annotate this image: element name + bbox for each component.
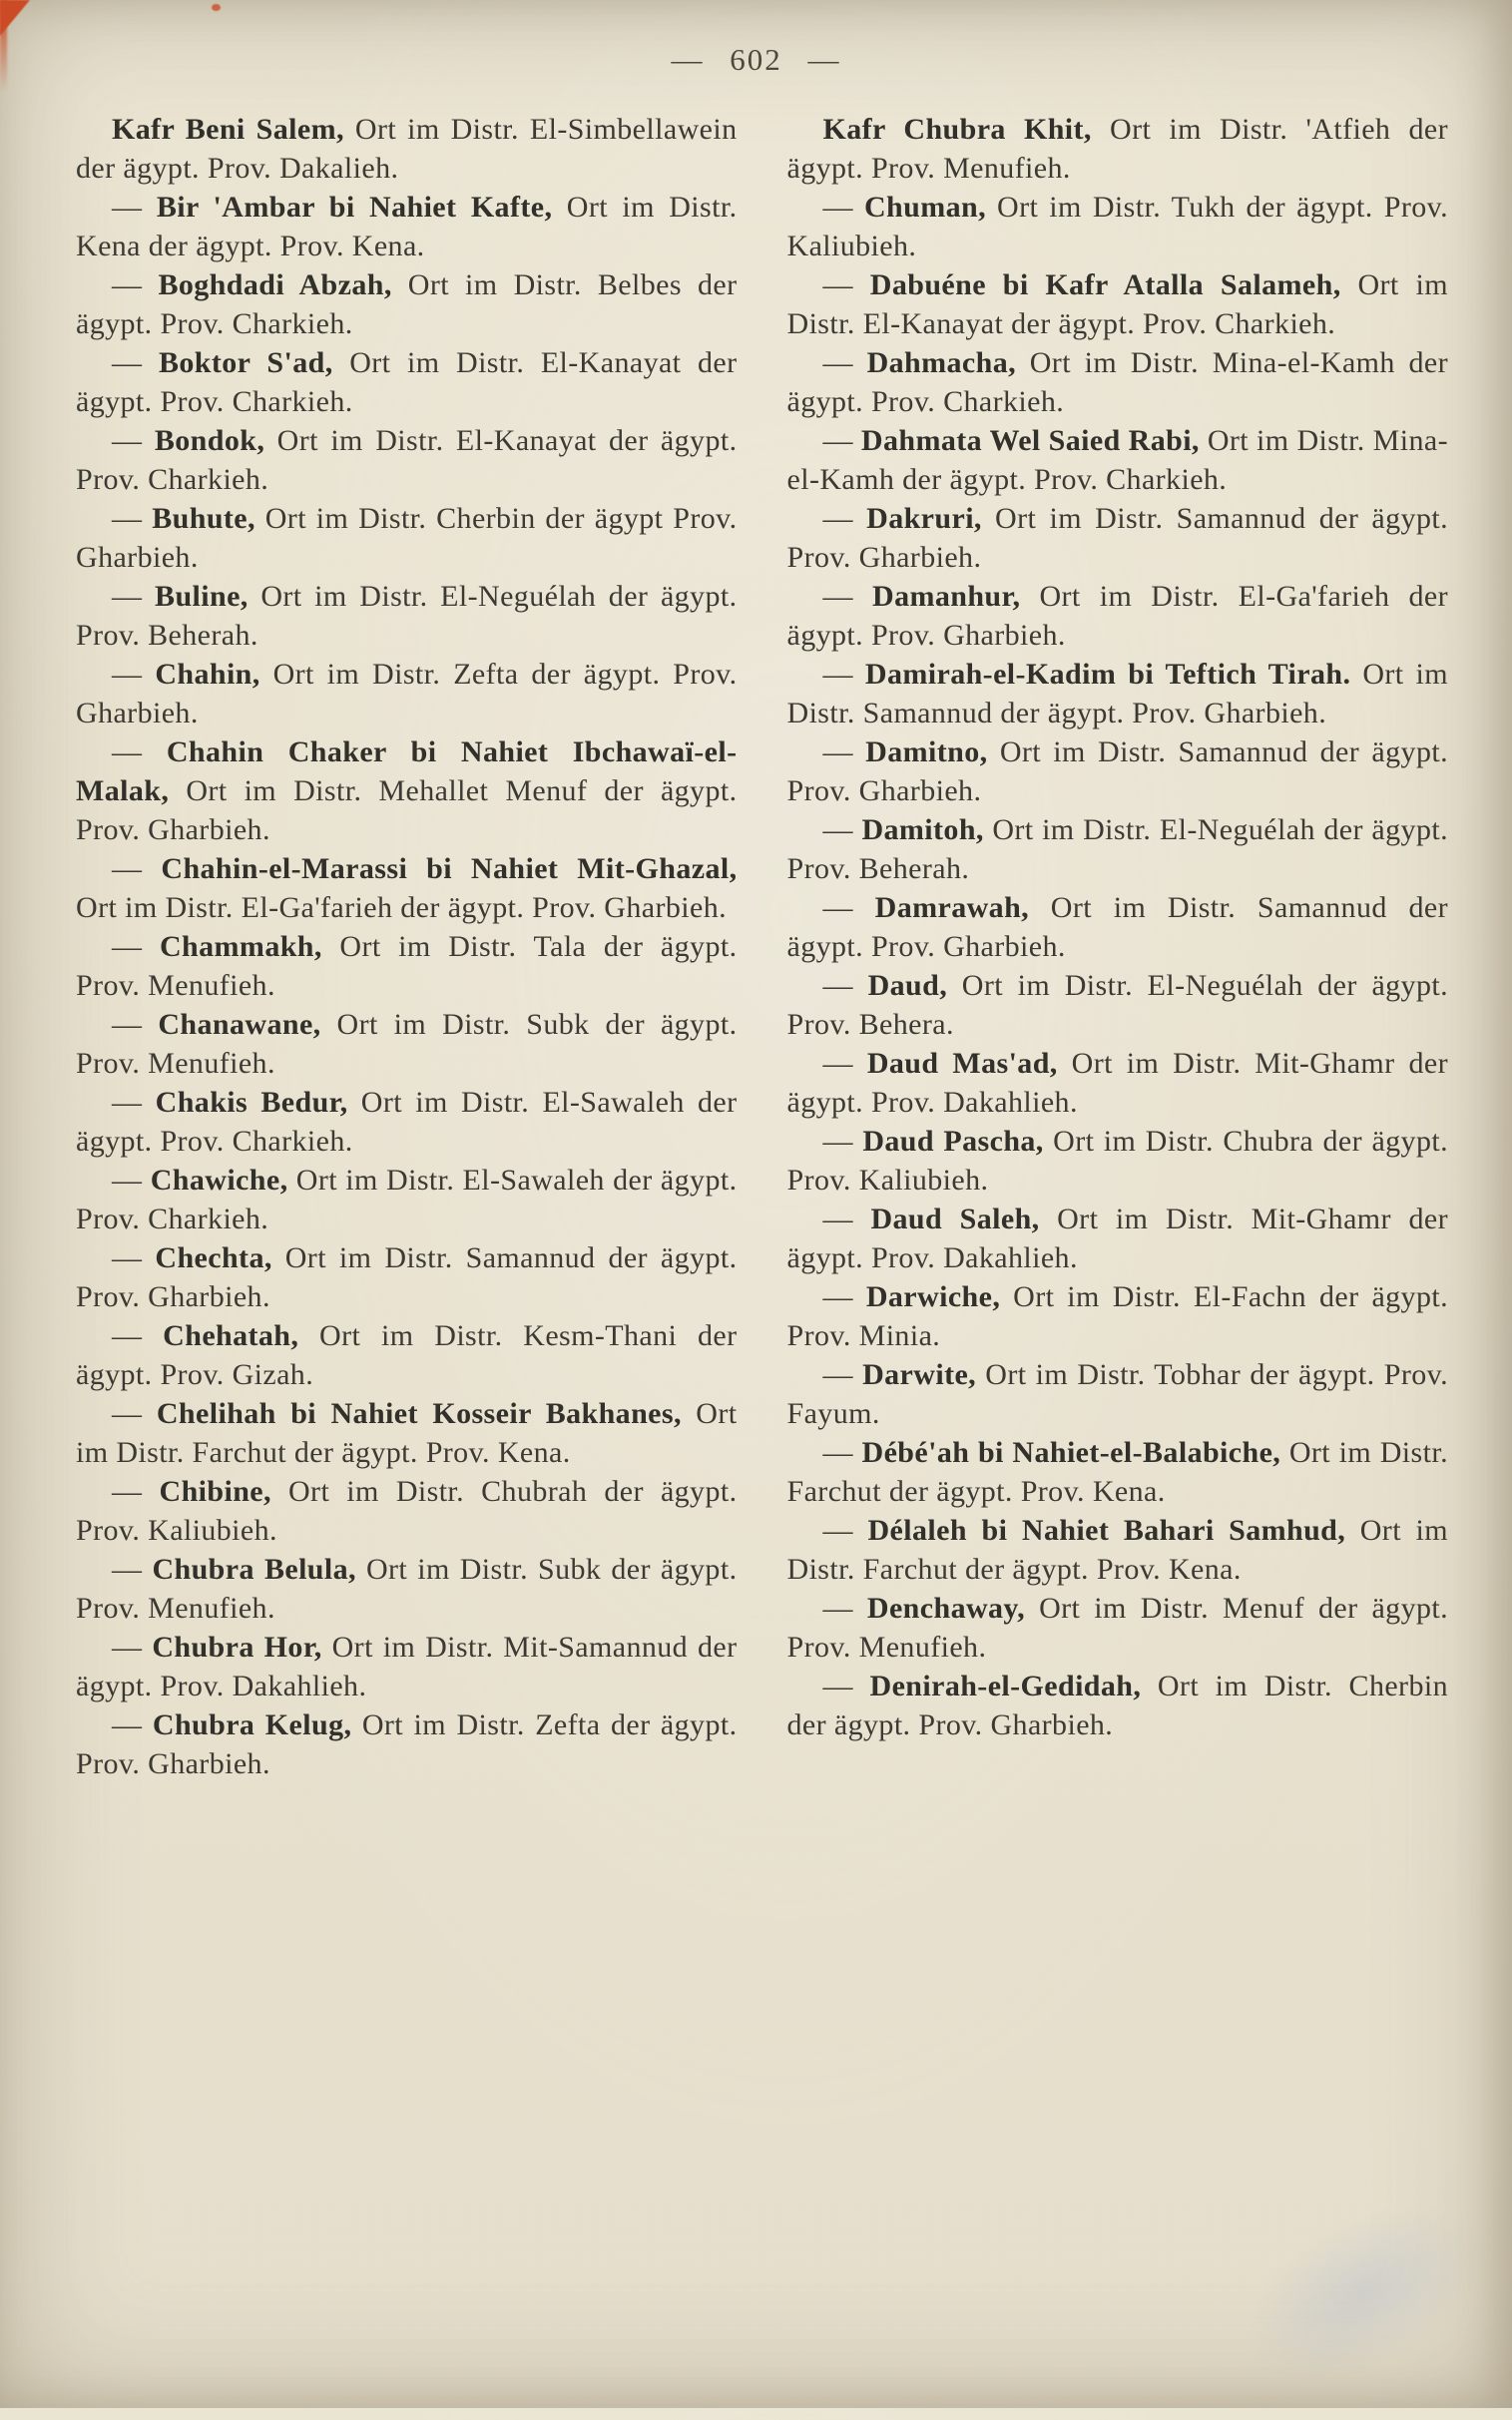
gazetteer-entry <box>76 1083 738 1161</box>
entry-description: Ort im Distr. El-Neguélah der ägypt. Prov. Beherah. <box>786 813 1448 885</box>
entry-description: Ort im Distr. Mehallet Menuf der ägypt. Prov. Gharbieh. <box>76 774 738 846</box>
entry-description: Ort im Distr. Kena der ägypt. Prov. Kena. <box>76 191 738 262</box>
gazetteer-entry <box>76 1628 738 1705</box>
entry-place-name: Denchaway, <box>866 1592 1026 1625</box>
entry-place-name: Kafr Beni Salem, <box>112 113 344 146</box>
gazetteer-entry <box>787 188 1449 265</box>
entry-place-name: Chubra Kelug, <box>152 1708 352 1741</box>
entry-dash: — <box>822 813 862 846</box>
entry-description: Ort im Distr. Mina-el-Kamh der ägypt. Prov. Charkieh. <box>786 346 1448 418</box>
entry-dash: — <box>822 1358 863 1391</box>
entry-dash: — <box>822 424 861 457</box>
gazetteer-entry <box>76 188 738 265</box>
entry-description: Ort im Distr. Samannud der ägypt. Prov. Gharbieh. <box>786 891 1448 963</box>
entry-description: Ort im Distr. El-Fachn der ägypt. Prov. Minia. <box>786 1280 1448 1352</box>
entry-place-name: Daud Mas'ad, <box>866 1047 1058 1080</box>
entry-place-name: Chubra Hor, <box>152 1631 322 1664</box>
entry-place-name: Chahin Chaker bi Nahiet Ibchawaï-el-Malak, <box>76 735 738 807</box>
entry-description: Ort im Distr. Subk der ägypt. Prov. Menufieh. <box>76 1008 738 1080</box>
entry-dash: — <box>822 1047 867 1080</box>
entry-place-name: Chakis Bedur, <box>155 1086 348 1119</box>
entry-dash: — <box>112 735 167 768</box>
blue-smudge <box>1215 2167 1512 2420</box>
gazetteer-entry <box>787 1511 1449 1589</box>
gazetteer-entry <box>787 810 1449 888</box>
gazetteer-entry <box>787 1355 1449 1433</box>
entry-place-name: Damitno, <box>865 735 988 768</box>
entry-description: Ort im Distr. El-Neguélah der ägypt. Prov. Behera. <box>786 969 1448 1041</box>
entry-description: Ort im Distr. El-Sawaleh der ägypt. Prov. Charkieh. <box>76 1086 738 1158</box>
entry-dash: — <box>822 191 864 224</box>
entry-dash: — <box>822 1514 868 1547</box>
gazetteer-entry <box>76 421 738 499</box>
entry-description: Ort im Distr. El-Kanayat der ägypt. Prov. Charkieh. <box>76 346 738 418</box>
entry-dash: — <box>822 1592 867 1625</box>
entry-place-name: Boktor S'ad, <box>158 346 333 379</box>
gazetteer-entry <box>76 1238 738 1316</box>
entry-place-name: Bondok, <box>154 424 265 457</box>
entry-place-name: Buline, <box>155 580 249 613</box>
entry-description: Ort im Distr. El-Ga'farieh der ägypt. Prov. Gharbieh. <box>786 580 1448 652</box>
entry-dash: — <box>112 1086 156 1119</box>
gazetteer-entry <box>76 1161 738 1238</box>
entry-description: Ort im Distr. Subk der ägypt. Prov. Menufieh. <box>76 1553 738 1625</box>
entry-place-name: Daud Saleh, <box>870 1203 1040 1235</box>
gazetteer-entry <box>787 1044 1449 1122</box>
gazetteer-entry <box>76 927 738 1005</box>
entry-dash: — <box>112 502 153 535</box>
entry-dash: — <box>822 735 866 768</box>
entry-place-name: Dabuéne bi Kafr Atalla Salameh, <box>869 268 1341 301</box>
entry-place-name: Damitoh, <box>861 813 984 846</box>
entry-description: Ort im Distr. Cherbin der ägypt. Prov. Gharbieh. <box>786 1670 1448 1741</box>
entry-dash: — <box>112 1164 151 1197</box>
entry-place-name: Chahin-el-Marassi bi Nahiet Mit-Ghazal, <box>161 852 738 885</box>
column-left <box>76 110 738 1783</box>
entry-place-name: Damrawah, <box>874 891 1030 924</box>
gazetteer-entry <box>787 110 1449 188</box>
entry-dash: — <box>112 1397 157 1430</box>
gazetteer-entry <box>76 1472 738 1550</box>
entry-description: Ort im Distr. Menuf der ägypt. Prov. Menufieh. <box>786 1592 1448 1664</box>
entry-place-name: Chibine, <box>159 1475 271 1508</box>
gazetteer-entry <box>76 110 738 188</box>
entry-dash: — <box>822 346 867 379</box>
entry-place-name: Chechta, <box>155 1241 272 1274</box>
entry-description: Ort im Distr. Mit-Samannud der ägypt. Prov. Dakahlieh. <box>76 1631 738 1702</box>
gazetteer-entry <box>787 655 1449 732</box>
gazetteer-entry <box>787 1433 1449 1511</box>
entry-dash: — <box>822 1280 866 1313</box>
gazetteer-entry <box>76 849 738 927</box>
entry-place-name: Buhute, <box>152 502 255 535</box>
gazetteer-entry <box>76 1705 738 1783</box>
entry-dash: — <box>112 1708 153 1741</box>
entry-description: Ort im Distr. Cherbin der ägypt Prov. Gharbieh. <box>76 502 738 574</box>
entry-description: Ort im Distr. Mina-el-Kamh der ägypt. Prov. Charkieh. <box>786 424 1448 496</box>
entry-dash: — <box>112 1319 164 1352</box>
gazetteer-entry <box>76 655 738 732</box>
entry-place-name: Darwiche, <box>865 1280 1001 1313</box>
entry-description: Ort im Distr. El-Ga'farieh der ägypt. Prov. Gharbieh. <box>76 891 727 924</box>
entry-description: Ort im Distr. Kesm-Thani der ägypt. Prov. Gizah. <box>76 1319 738 1391</box>
gazetteer-entry <box>787 265 1449 343</box>
entry-dash: — <box>822 268 870 301</box>
entry-place-name: Chahin, <box>155 658 260 691</box>
entry-dash: — <box>822 1436 862 1469</box>
entry-description: Ort im Distr. El-Sawaleh der ägypt. Prov. Charkieh. <box>76 1164 738 1235</box>
entry-description: Ort im Distr. El-Simbellawein der ägypt. Prov. Dakalieh. <box>76 113 738 185</box>
gazetteer-entry <box>76 343 738 421</box>
entry-description: Ort im Distr. Farchut der ägypt. Prov. Kena. <box>76 1397 738 1469</box>
entry-place-name: Dakruri, <box>866 502 982 535</box>
entry-place-name: Bir 'Ambar bi Nahiet Kafte, <box>156 191 553 224</box>
entry-place-name: Chanawane, <box>158 1008 321 1041</box>
gazetteer-entry <box>76 1316 738 1394</box>
entry-dash: — <box>112 268 159 301</box>
entry-dash: — <box>112 580 156 613</box>
red-ink-speck <box>212 4 221 11</box>
gazetteer-entry <box>787 1277 1449 1355</box>
entry-place-name: Daud, <box>867 969 948 1002</box>
gazetteer-entry <box>76 1005 738 1083</box>
entry-dash: — <box>822 658 865 691</box>
gazetteer-entry <box>76 1550 738 1628</box>
gazetteer-entry <box>787 1200 1449 1277</box>
entry-description: Ort im Distr. Farchut der ägypt. Prov. Kena. <box>786 1436 1448 1508</box>
entry-dash: — <box>822 580 872 613</box>
gazetteer-entry <box>787 966 1449 1044</box>
entry-description: Ort im Distr. Chubrah der ägypt. Prov. Kaliubieh. <box>76 1475 738 1547</box>
entry-dash: — <box>112 191 157 224</box>
entry-place-name: Damirah-el-Kadim bi Teftich Tirah. <box>864 658 1351 691</box>
entry-dash: — <box>112 424 155 457</box>
entry-place-name: Chammakh, <box>159 930 322 963</box>
gazetteer-entry <box>787 1589 1449 1667</box>
entry-description: Ort im Distr. Samannud der ägypt. Prov. Gharbieh. <box>76 1241 738 1313</box>
gazetteer-entry <box>76 732 738 849</box>
column-right <box>787 110 1449 1783</box>
gazetteer-entry <box>787 1122 1449 1200</box>
entry-place-name: Dahmacha, <box>866 346 1017 379</box>
entry-dash: — <box>112 1241 156 1274</box>
entry-description: Ort im Distr. El-Neguélah der ägypt. Prov. Beherah. <box>76 580 738 652</box>
entry-place-name: Daud Pascha, <box>862 1125 1044 1158</box>
entry-place-name: Kafr Chubra Khit, <box>822 113 1092 146</box>
entry-description: Ort im Distr. Mit-Ghamr der ägypt. Prov. Dakahlieh. <box>786 1047 1448 1119</box>
entry-description: Ort im Distr. El-Kanayat der ägypt. Prov. Charkieh. <box>786 268 1448 340</box>
entry-dash: — <box>112 658 156 691</box>
gazetteer-entry <box>787 499 1449 577</box>
entry-dash: — <box>112 1631 153 1664</box>
entry-description: Ort im Distr. Tobhar der ägypt. Prov. Fayum. <box>786 1358 1448 1430</box>
entry-place-name: Délaleh bi Nahiet Bahari Samhud, <box>867 1514 1346 1547</box>
gazetteer-entry <box>787 577 1449 655</box>
entry-description: Ort im Distr. Tukh der ägypt. Prov. Kaliubieh. <box>786 191 1448 262</box>
entry-dash: — <box>822 1203 871 1235</box>
entry-dash: — <box>112 1008 159 1041</box>
entry-description: Ort im Distr. Zefta der ägypt. Prov. Gharbieh. <box>76 1708 738 1780</box>
gazetteer-entry <box>787 732 1449 810</box>
entry-description: Ort im Distr. Belbes der ägypt. Prov. Charkieh. <box>76 268 738 340</box>
entry-place-name: Chehatah, <box>163 1319 299 1352</box>
gazetteer-entry <box>787 343 1449 421</box>
entry-place-name: Denirah-el-Gedidah, <box>869 1670 1142 1702</box>
gazetteer-entry <box>787 421 1449 499</box>
entry-place-name: Chuman, <box>863 191 986 224</box>
gazetteer-entry <box>76 265 738 343</box>
entry-place-name: Boghdadi Abzah, <box>158 268 392 301</box>
red-edge-streak <box>0 0 7 92</box>
gazetteer-entry <box>76 577 738 655</box>
entry-description: Ort im Distr. 'Atfieh der ägypt. Prov. Menufieh. <box>786 113 1448 185</box>
entry-description: Ort im Distr. Farchut der ägypt. Prov. Kena. <box>786 1514 1448 1586</box>
gazetteer-entry <box>787 1667 1449 1744</box>
entry-description: Ort im Distr. Samannud der ägypt. Prov. Gharbieh. <box>786 658 1448 729</box>
entry-description: Ort im Distr. Samannud der ägypt. Prov. Gharbieh. <box>786 735 1448 807</box>
entry-dash: — <box>112 852 162 885</box>
entry-place-name: Débé'ah bi Nahiet-el-Balabiche, <box>861 1436 1281 1469</box>
entry-place-name: Chubra Belula, <box>152 1553 356 1586</box>
text-columns <box>0 78 1512 1783</box>
entry-dash: — <box>112 1475 160 1508</box>
entry-place-name: Chawiche, <box>150 1164 288 1197</box>
gazetteer-entry <box>76 1394 738 1472</box>
page-number: — 602 — <box>671 42 841 77</box>
gazetteer-entry <box>76 499 738 577</box>
entry-description: Ort im Distr. Samannud der ägypt. Prov. Gharbieh. <box>786 502 1448 574</box>
entry-dash: — <box>822 1125 863 1158</box>
gazetteer-entry <box>787 888 1449 966</box>
entry-place-name: Dahmata Wel Saied Rabi, <box>860 424 1200 457</box>
entry-place-name: Chelihah bi Nahiet Kosseir Bakhanes, <box>156 1397 682 1430</box>
entry-description: Ort im Distr. Zefta der ägypt. Prov. Gharbieh. <box>76 658 738 729</box>
entry-dash: — <box>112 346 159 379</box>
entry-description: Ort im Distr. Tala der ägypt. Prov. Menufieh. <box>76 930 738 1002</box>
entry-dash: — <box>822 1670 870 1702</box>
entry-dash: — <box>822 891 875 924</box>
entry-dash: — <box>112 930 160 963</box>
entry-description: Ort im Distr. Chubra der ägypt. Prov. Kaliubieh. <box>786 1125 1448 1197</box>
entry-dash: — <box>822 502 867 535</box>
entry-dash: — <box>112 1553 153 1586</box>
entry-description: Ort im Distr. El-Kanayat der ägypt. Prov. Charkieh. <box>76 424 738 496</box>
entry-place-name: Damanhur, <box>872 580 1021 613</box>
entry-dash: — <box>822 969 868 1002</box>
entry-place-name: Darwite, <box>862 1358 977 1391</box>
entry-description: Ort im Distr. Mit-Ghamr der ägypt. Prov. Dakahlieh. <box>786 1203 1448 1274</box>
